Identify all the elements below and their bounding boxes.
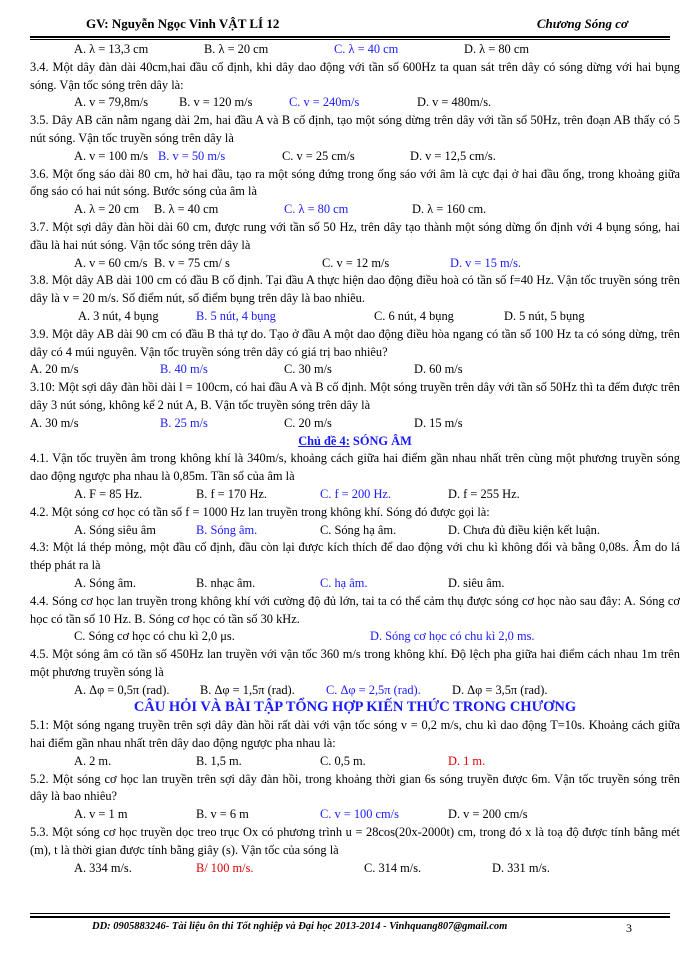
answer-option: C. 6 nút, 4 bụng xyxy=(374,308,454,323)
answer-option: A. v = 100 m/s xyxy=(74,148,149,163)
answer-options xyxy=(30,415,680,433)
question-text: 3.9. Một dây AB dài 90 cm có đầu B thả tự do. Tạo ở đầu A một dao động điều hòa ngang có tần số 100 Hz ta có sóng dừng, trên dây có 4 múi nguyên. Vận tốc truyền sóng trên dây có giá trị bao nhiêu? xyxy=(30,326,680,359)
section-name: SÓNG ÂM xyxy=(349,433,412,448)
answer-option: D. Δφ = 3,5π (rad). xyxy=(452,682,548,697)
answer-option: A. Sóng âm. xyxy=(74,575,136,590)
answer-option: B. nhạc âm. xyxy=(196,575,256,590)
answer-option: B. 25 m/s xyxy=(160,415,208,430)
question-text: 3.10: Một sợi dây đàn hồi dài l = 100cm, có hai đầu A và B cố định. Một sóng truyền trên dây với tần số 50Hz thì ta đếm được trên dây 3 nút sóng, không kể 2 nút A, B. Vận tốc truyền sóng trên dây là xyxy=(30,380,680,412)
answer-option: C. 314 m/s. xyxy=(364,860,422,875)
answer-options xyxy=(74,94,680,112)
answer-option: B. λ = 40 cm xyxy=(154,202,219,217)
answer-option: C. v = 100 cm/s xyxy=(320,807,399,822)
header-left: GV: Nguyễn Ngọc Vinh VẬT LÍ 12 xyxy=(86,16,280,31)
answer-option: D. v = 200 cm/s xyxy=(448,807,528,822)
question-text: 5.1: Một sóng ngang truyền trên sợi dây đàn hồi rất dài với vận tốc sóng v = 0,2 m/s, chu kì dao động T=10s. Khoảng cách giữa hai điểm gần nhau nhất trên dây dao động ngược pha nhau là: xyxy=(30,718,680,751)
question-text: 4.3: Một lá thép mỏng, một đầu cố định, đầu còn lại được kích thích để dao động với chu kì không đổi và bằng 0,08s. Âm do lá thép phát ra là xyxy=(30,540,680,573)
answer-option: A. 30 m/s xyxy=(30,415,79,430)
answer-option: C. v = 25 cm/s xyxy=(282,148,355,163)
answer-option: B. 40 m/s xyxy=(160,362,208,377)
answer-option: D. λ = 160 cm. xyxy=(412,202,487,217)
answer-option: B. Δφ = 1,5π (rad). xyxy=(200,682,295,697)
answer-option: D. v = 480m/s. xyxy=(417,95,492,110)
answer-option: D. Sóng cơ học có chu kì 2,0 ms. xyxy=(370,629,535,644)
answer-options xyxy=(74,682,680,700)
answer-options xyxy=(74,753,680,771)
answer-option: D. 5 nút, 5 bụng xyxy=(504,308,585,323)
answer-option: A. 2 m. xyxy=(74,753,112,768)
answer-option: A. 334 m/s. xyxy=(74,860,132,875)
answer-option: D. 331 m/s. xyxy=(492,860,550,875)
answer-option: A. F = 85 Hz. xyxy=(74,486,143,501)
answer-option: D. λ = 80 cm xyxy=(464,42,529,56)
answer-options xyxy=(74,522,680,540)
answer-options xyxy=(74,201,680,219)
answer-option: C. 30 m/s xyxy=(284,362,332,377)
answer-option: A. v = 60 cm/s xyxy=(74,255,148,270)
answer-option: D. Chưa đủ điều kiện kết luận. xyxy=(448,522,600,537)
footer-text: DD: 0905883246- Tài liệu ôn thi Tốt nghiệp và Đại học 2013-2014 - Vinhquang807@gmail.com xyxy=(92,921,508,932)
answer-options xyxy=(78,308,680,326)
answer-option: D. 15 m/s xyxy=(414,415,463,430)
question-text: 3.8. Một dây AB dài 100 cm có đầu B cố định. Tại đầu A thực hiện dao động điều hoà có tần số f=40 Hz. Vận tốc truyền sóng trên dây là v = 20 m/s. Số điểm nút, số điểm bụng trên dây là bao nhiêu. xyxy=(30,273,680,306)
answer-option: B. v = 120 m/s xyxy=(179,95,253,110)
answer-option: C. v = 240m/s xyxy=(289,95,360,110)
question-text: 4.2. Một sóng cơ học có tần số f = 1000 Hz lan truyền trong không khí. Sóng đó được gọi là: xyxy=(30,504,490,519)
question-text: 4.1. Vận tốc truyền âm trong không khí là 340m/s, khoảng cách giữa hai điểm gần nhau nhất trên cùng một phương truyền sóng dao động ngược pha nhau là 0,85m. Tần số của âm là xyxy=(30,451,680,484)
answer-option: D. v = 12,5 cm/s. xyxy=(410,148,496,163)
answer-options xyxy=(74,575,680,593)
answer-option: C. Sóng hạ âm. xyxy=(320,522,397,537)
question-text: 4.5. Một sóng âm có tần số 450Hz lan truyền với vận tốc 360 m/s trong không khí. Độ lệch pha giữa hai điểm cách nhau 1m trên một phương truyền sóng là xyxy=(30,647,680,679)
section-title xyxy=(30,433,680,451)
answer-options xyxy=(74,41,680,59)
answer-options xyxy=(74,486,680,504)
answer-option: B. 5 nút, 4 bụng xyxy=(196,308,276,323)
answer-option: C. 20 m/s xyxy=(284,415,332,430)
answer-option: A. Δφ = 0,5π (rad). xyxy=(74,682,170,697)
answer-option: A. λ = 20 cm xyxy=(74,202,139,217)
answer-option: C. v = 12 m/s xyxy=(322,255,390,270)
answer-option: A. v = 79,8m/s xyxy=(74,95,149,110)
answer-option: A. 3 nút, 4 bụng xyxy=(78,308,159,323)
question-text: 3.5. Dây AB căn nằm ngang dài 2m, hai đầu A và B cố định, tạo một sóng dừng trên dây với tần số 50Hz, trên đoạn AB thấy có 5 nút sóng. Vận tốc truyền sóng trên dây là xyxy=(30,113,680,145)
answer-option: B. Sóng âm. xyxy=(196,522,258,537)
header-rule xyxy=(30,36,670,38)
question-text: 5.2. Một sóng cơ học lan truyền trên sợi dây đàn hồi, trong khoảng thời gian 6s sóng truyền được 6m. Vận tốc truyền sóng trên dây là bao nhiêu? xyxy=(30,771,680,804)
answer-option: B. f = 170 Hz. xyxy=(196,486,267,501)
answer-option: D. v = 15 m/s. xyxy=(450,255,522,270)
header-right: Chương Sóng cơ xyxy=(536,16,628,31)
answer-option: B/ 100 m/s. xyxy=(196,860,254,875)
answer-option: A. 20 m/s xyxy=(30,362,79,377)
answer-option: C. λ = 40 cm xyxy=(334,42,399,56)
footer-rule xyxy=(30,913,670,914)
header-rule xyxy=(30,39,670,40)
answer-option: A. Sóng siêu âm xyxy=(74,522,156,537)
footer-rule xyxy=(30,916,670,918)
answer-option: C. Δφ = 2,5π (rad). xyxy=(326,682,421,697)
answer-option: B. λ = 20 cm xyxy=(204,42,269,56)
answer-option: B. 1,5 m. xyxy=(196,753,242,768)
answer-option: B. v = 75 cm/ s xyxy=(154,255,230,270)
answer-options xyxy=(74,628,680,646)
page-number: 3 xyxy=(626,921,632,935)
answer-option: D. 1 m. xyxy=(448,753,486,768)
answer-option: D. siêu âm. xyxy=(448,575,505,590)
section-label: Chủ đề 4: xyxy=(298,433,350,448)
answer-option: C. f = 200 Hz. xyxy=(320,486,391,501)
answer-option: A. λ = 13,3 cm xyxy=(74,42,149,56)
answer-options xyxy=(74,806,680,824)
answer-option: C. hạ âm. xyxy=(320,575,368,590)
answer-option: D. 60 m/s xyxy=(414,362,463,377)
chapter-summary-title: CÂU HỎI VÀ BÀI TẬP TỔNG HỢP KIẾN THỨC TRONG CHƯƠNG xyxy=(133,699,577,716)
page-header xyxy=(30,14,670,34)
question-text: 5.3. Một sóng cơ học truyền dọc treo trục Ox có phương trình u = 28cos(20x-2000t) cm, trong đó x là toạ độ được tính bằng mét (m), t là thời gian được tính bằng giây (s). Vận tốc của sóng là xyxy=(30,825,680,857)
page-content xyxy=(30,41,680,911)
answer-options xyxy=(74,255,680,273)
question-text: 3.7. Một sợi dây đàn hồi dài 60 cm, được rung với tần số 50 Hz, trên dây tạo thành một sóng dừng ổn định với 4 bụng sóng, hai đầu là hai nút sóng. Vận tốc sóng trên dây là xyxy=(30,219,680,252)
answer-option: C. 0,5 m. xyxy=(320,753,366,768)
answer-option: A. v = 1 m xyxy=(74,807,128,822)
answer-option: B. v = 50 m/s xyxy=(158,148,226,163)
question-text: 3.6. Một ống sáo dài 80 cm, hở hai đầu, tạo ra một sóng đứng trong ống sáo với âm là cực đại ở hai đầu ống, trong khoảng giữa ống sáo có hai nút sóng. Bước sóng của âm là xyxy=(30,166,680,199)
answer-options xyxy=(30,361,680,379)
answer-option: D. f = 255 Hz. xyxy=(448,486,520,501)
answer-option: B. v = 6 m xyxy=(196,807,249,822)
question-text: 3.4. Một dây đàn dài 40cm,hai đầu cố định, khi dây dao động với tần số 600Hz ta quan sát trên dây có sóng dừng với hai bụng sóng. Vận tốc sóng trên dây là: xyxy=(30,59,680,92)
answer-option: C. λ = 80 cm xyxy=(284,202,349,217)
answer-options xyxy=(74,148,680,166)
answer-options xyxy=(74,860,680,878)
question-text: 4.4. Sóng cơ học lan truyền trong không khí với cường độ đủ lớn, tai ta có thể cảm thụ được sóng cơ học nào sau đây: A. Sóng cơ học có tần số 10 Hz. B. Sóng cơ học có tần số 30 kHz. xyxy=(30,593,680,626)
answer-option: C. Sóng cơ học có chu kì 2,0 μs. xyxy=(74,629,235,644)
